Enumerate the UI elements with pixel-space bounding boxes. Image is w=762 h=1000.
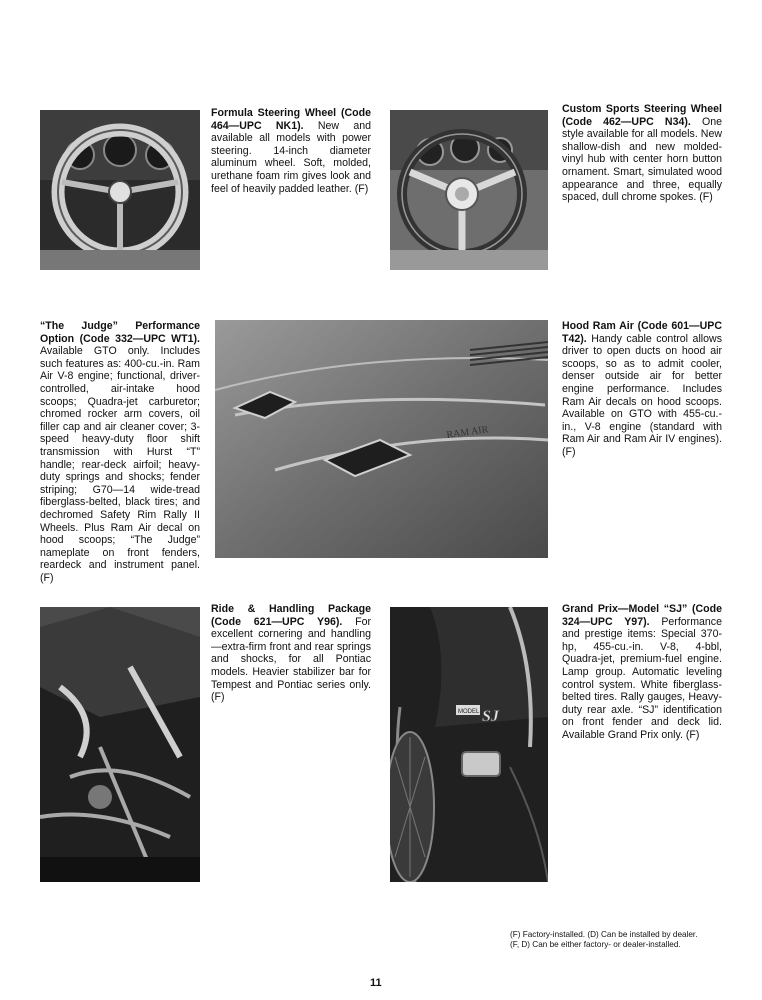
- footnote-line-2: (F, D) Can be either factory- or dealer-installed.: [510, 940, 681, 949]
- formula-steering-wheel-photo: [40, 110, 200, 270]
- formula-steering-wheel-title: Formula Steering Wheel (Code 464—UPC NK1).: [211, 107, 371, 132]
- grand-prix-sj-title: Grand Prix—Model “SJ” (Code 324—UPC Y97).: [562, 603, 722, 628]
- ride-handling-body: For excellent cornering and handling—extra-firm front and rear springs and shocks, for all Pontiac models. Heavier stabilizer bar for Tempest and Pontiac series only. (F): [211, 615, 371, 704]
- ride-handling-title: Ride & Handling Package (Code 621—UPC Y96).: [211, 603, 371, 628]
- ride-handling-image: [40, 607, 200, 882]
- footnote-line-1: (F) Factory-installed. (D) Can be installed by dealer.: [510, 930, 698, 939]
- ride-handling-caption: [211, 603, 371, 704]
- formula-steering-wheel-image: [40, 110, 200, 270]
- hood-ram-air-photo: [215, 320, 548, 558]
- grand-prix-sj-photo: [390, 607, 548, 882]
- custom-sports-steering-wheel-body: One style available for all models. New shallow-dish and new molded-vinyl hub with center horn button ornament. Smart, simulated wood appearance and three, equally spaced, dull chrome spokes. (F): [562, 115, 722, 204]
- hood-ram-air-title: Hood Ram Air (Code 601—UPC T42).: [562, 320, 722, 345]
- custom-sports-steering-wheel-title: Custom Sports Steering Wheel (Code 462—UPC N34).: [562, 103, 722, 128]
- custom-sports-steering-wheel-photo: [390, 110, 548, 270]
- the-judge-title: “The Judge” Performance Option (Code 332—UPC WT1).: [40, 320, 200, 345]
- custom-sports-steering-wheel-image: [390, 110, 548, 270]
- grand-prix-sj-caption: [562, 603, 722, 742]
- grand-prix-sj-image: [390, 607, 548, 882]
- sj-badge-text: SJ: [482, 708, 499, 725]
- hood-ram-air-body: Handy cable control allows driver to open ducts on hood air scoops, so as to admit cooler, denser outside air for better engine performance. Includes Ram Air decals on hood scoops. Available on GTO with 455-cu.-in., V-8 engine (standard with Ram Air and Ram Air IV engines). (F): [562, 332, 722, 458]
- footnote: [510, 930, 697, 950]
- hood-ram-air-image: [215, 320, 548, 558]
- grand-prix-sj-body: Performance and prestige items: Special 370-hp, 455-cu.-in. V-8, 4-bbl, Quadra-jet, premium-fuel engine. Lamp group. Automatic leveling control system. White fiberglass-belted tires. Rally gauges, Heavy-duty rear axle. “SJ” identification on front fender and deck lid. Available Grand Prix only. (F): [562, 615, 722, 741]
- sj-badge-model-text: MODEL: [458, 709, 480, 715]
- the-judge-body: Available GTO only. Includes such features as: 400-cu.-in. Ram Air V-8 engine; functional, driver-controlled, air-intake hood scoops; Quadra-jet carburetor; chromed rocker arm covers, oil filler cap and air cleaner cover; 3-speed heavy-duty floor shift transmission with Hurst “T” handle; rear-deck airfoil; heavy-duty springs and shocks; fender striping; G70—14 wide-tread fiberglass-belted, black tires; and dechromed Safety Rim Rally II Wheels. Plus Ram Air decal on hood scoops; “The Judge” nameplate on front fenders, reardeck and instrument panel. (F): [40, 345, 200, 584]
- hood-decal-text: RAM AIR: [445, 424, 489, 441]
- custom-sports-steering-wheel-caption: [562, 103, 722, 204]
- hood-ram-air-caption: [562, 320, 722, 459]
- formula-steering-wheel-body: New and available all models with power steering. 14-inch diameter aluminum wheel. Soft, molded, urethane foam rim gives look and feel of heavily padded leather. (F): [211, 119, 371, 195]
- ride-handling-photo: [40, 607, 200, 882]
- formula-steering-wheel-caption: [211, 107, 371, 195]
- the-judge-caption: [40, 320, 200, 584]
- page-number: 11: [370, 977, 382, 989]
